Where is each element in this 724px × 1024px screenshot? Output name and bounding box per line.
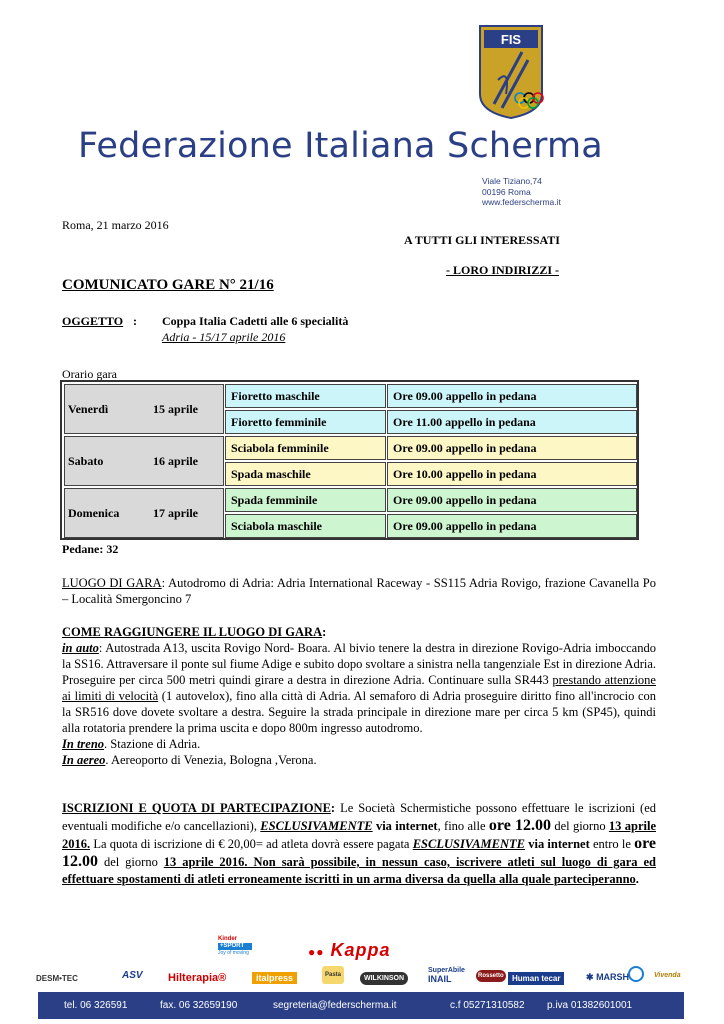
sponsor-inail-text: INAIL	[428, 974, 452, 984]
fee-text: La quota di iscrizione di € 20,00= ad atleta dovrà essere pagata	[90, 837, 413, 851]
registration-text: , fino alle	[437, 819, 489, 833]
sponsor-pasta: Pasta	[322, 966, 344, 984]
exclusively-label: ESCLUSIVAMENTE	[412, 837, 526, 851]
subject-place-date: Adria - 15/17 aprile 2016	[162, 330, 286, 344]
event-name: Sciabola maschile	[225, 514, 386, 538]
schedule-day-cell	[64, 436, 224, 486]
document-title: COMUNICATO GARE N° 21/16	[62, 277, 274, 293]
directions-plane	[62, 752, 656, 768]
directions-train-label: In treno	[62, 737, 105, 751]
directions-plane-text: . Aereoporto di Venezia, Bologna ,Verona.	[105, 753, 317, 767]
event-time: Ore 09.00 appello in pedana	[387, 436, 637, 460]
schedule-date: 16 aprile	[153, 453, 198, 468]
fis-logo	[476, 24, 546, 120]
event-name: Spada maschile	[225, 462, 386, 486]
footer-bar	[38, 992, 684, 1019]
directions-heading-colon: :	[322, 625, 327, 639]
event-time: Ore 09.00 appello in pedana	[387, 488, 637, 512]
via-internet-label: via internet	[525, 837, 590, 851]
schedule-table	[60, 380, 639, 540]
event-time: Ore 09.00 appello in pedana	[387, 514, 637, 538]
schedule-day-cell	[64, 488, 224, 538]
event-name: Spada femminile	[225, 488, 386, 512]
footer-piva: p.iva 01382601001	[547, 1000, 633, 1011]
directions-car-text-1: : Autostrada A13, uscita Rovigo Nord- Boara. Al bivio tenere la destra in direzione Rovigo-Adria imboccando la SS16. Attraversare il ponte sul fiume Adige e subito dopo svoltare a sinistra nella tangenziale Est in direzione Adria. Proseguire per circa 500 metri quindi girare a destra in direzione Adria. Continuare sulla SR443	[62, 641, 656, 687]
registration-warning: Non sarà possibile, in nessun caso, iscrivere atleti sul luogo di gara ed effettuare spostamenti di atleti erroneamente iscritti in un arma diversa da quella alla quale parteciperanno	[62, 855, 656, 886]
directions-train	[62, 736, 656, 752]
venue-paragraph	[62, 575, 656, 607]
sponsor-hilterapia: Hilterapia®	[168, 972, 227, 984]
sponsor-kinder-line1: Kinder	[218, 936, 238, 942]
registration-paragraph	[62, 800, 656, 888]
event-time: Ore 11.00 appello in pedana	[387, 410, 637, 434]
sponsor-marsh-text: MARSH	[596, 972, 630, 982]
sponsor-rossetto: Rossetto	[476, 970, 506, 982]
letter-date: Roma, 21 marzo 2016	[62, 218, 169, 232]
via-internet-label: via internet	[372, 819, 438, 833]
sponsor-kinder-line2: +SPORT	[218, 943, 252, 950]
registration-heading: ISCRIZIONI E QUOTA DI PARTECIPAZIONE	[62, 801, 331, 815]
exclusively-label: ESCLUSIVAMENTE	[260, 819, 373, 833]
deadline-time: ore 12.00	[62, 835, 656, 870]
footer-cf: c.f 05271310582	[450, 1000, 525, 1011]
org-name: Federazione Italiana Scherma	[78, 126, 603, 166]
event-time: Ore 09.00 appello in pedana	[387, 384, 637, 408]
deadline-time: ore 12.00	[488, 817, 552, 834]
sponsor-humanitecar: Human tecar	[508, 972, 564, 985]
kappa-icon: ●●	[308, 945, 325, 959]
sponsor-italpress: italpress	[252, 972, 297, 984]
marsh-icon: ✱	[586, 972, 594, 982]
address-street: Viale Tiziano,74	[482, 176, 542, 186]
subject-label: OGGETTO	[62, 314, 124, 328]
deadline-date: 13 aprile 2016.	[163, 855, 248, 869]
directions-car-text-2: (1 autovelox), fino alla città di Adria. Al semaforo di Adria proseguire diritto fino all'incrocio con la SR516 dove dovete svoltare a destra. Seguire la strada principale in direzione mare per circa 5 km (SP45), quindi alla rotatoria prendere la prima uscita e dopo 800m ingresso autodromo.	[62, 689, 656, 735]
footer-fax: fax. 06 32659190	[160, 1000, 238, 1011]
schedule-date: 17 aprile	[153, 505, 198, 520]
sponsor-last: Vivenda	[654, 972, 681, 979]
sponsor-kappa-text: Kappa	[330, 940, 391, 960]
subject-colon: :	[133, 314, 137, 328]
registration-heading-colon: :	[330, 801, 336, 815]
org-website[interactable]: www.federscherma.it	[482, 197, 561, 207]
event-time: Ore 10.00 appello in pedana	[387, 462, 637, 486]
registration-end: .	[635, 872, 639, 886]
sponsor-desmotec: DESM•TEC	[36, 974, 78, 983]
sponsor-kappa	[308, 940, 391, 961]
recipient-line-1: A TUTTI GLI INTERESSATI	[404, 233, 560, 247]
address-city: 00196 Roma	[482, 186, 531, 197]
event-name: Fioretto maschile	[225, 384, 386, 408]
directions-car-label: in auto	[62, 641, 99, 655]
footer-email[interactable]: segreteria@federscherma.it	[273, 1000, 397, 1011]
schedule-day-cell	[64, 384, 224, 434]
sponsor-superabile	[428, 966, 465, 984]
sponsor-kinder-line3: Joy of moving	[218, 950, 249, 956]
schedule-day: Sabato	[68, 453, 104, 468]
subject-title: Coppa Italia Cadetti alle 6 specialità	[162, 314, 349, 328]
directions-car	[62, 640, 656, 736]
directions-heading: COME RAGGIUNGERE IL LUOGO DI GARA	[62, 625, 323, 639]
logo-text: FIS	[500, 32, 522, 47]
sponsor-wilkinson: WILKINSON	[360, 972, 408, 985]
pedane-count: Pedane: 32	[62, 542, 119, 556]
sponsor-superabile-text: SuperAbile	[428, 967, 465, 974]
sponsor-badge-icon	[628, 966, 644, 982]
registration-text: entro le	[589, 837, 635, 851]
recipient-line-2: - LORO INDIRIZZI -	[446, 263, 560, 277]
schedule-day: Domenica	[68, 505, 120, 520]
deadline-date: 13 aprile 2016.	[62, 819, 656, 851]
event-name: Sciabola femminile	[225, 436, 386, 460]
registration-text: Le Società Schermistiche possono effettuare le iscrizioni (ed eventuali modifiche e/o cancellazioni),	[62, 801, 656, 833]
sponsor-kinder	[218, 936, 252, 957]
schedule-label: Orario gara	[62, 367, 117, 381]
event-name: Fioretto femminile	[225, 410, 386, 434]
registration-text: del giorno	[98, 855, 164, 869]
directions-plane-label: In aereo	[62, 753, 106, 767]
sponsor-strip	[30, 934, 694, 990]
footer-tel: tel. 06 326591	[64, 1000, 128, 1011]
sponsor-marsh	[586, 972, 629, 983]
org-address	[482, 176, 561, 208]
directions-train-text: . Stazione di Adria.	[104, 737, 201, 751]
schedule-day: Venerdì	[68, 401, 109, 416]
venue-label: LUOGO DI GARA	[62, 576, 162, 590]
directions-car-speed-warning: prestando attenzione ai limiti di velocità	[62, 673, 656, 703]
venue-text: : Autodromo di Adria: Adria International Raceway - SS115 Adria Rovigo, frazione Cavanella Po – Località Smergoncino 7	[62, 576, 656, 606]
directions-section	[62, 624, 656, 768]
schedule-date: 15 aprile	[153, 401, 198, 416]
sponsor-asv: ASV	[122, 970, 143, 981]
registration-text: del giorno	[551, 819, 609, 833]
